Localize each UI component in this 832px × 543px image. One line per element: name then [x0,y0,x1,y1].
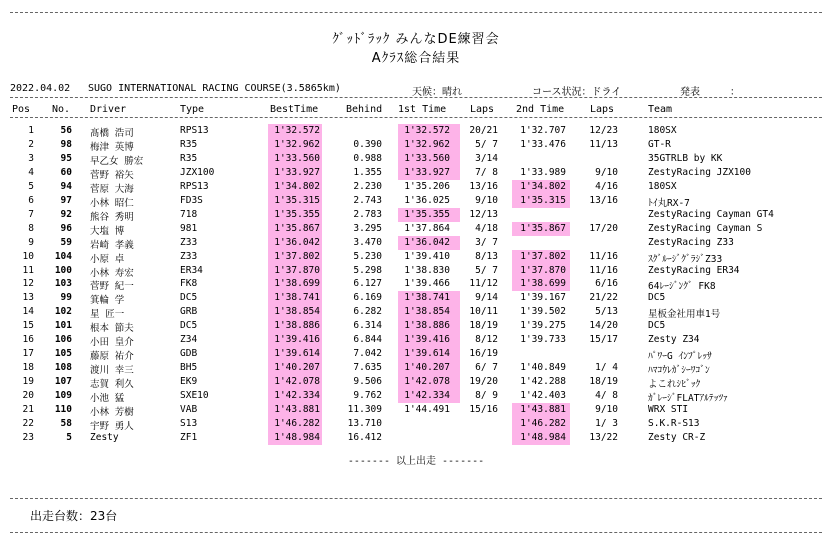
table-row [0,403,832,417]
pos-cell: 6 [28,194,34,206]
car-number-cell: 58 [60,417,72,429]
behind-cell: 7.635 [353,362,382,374]
pos-cell: 5 [28,180,34,192]
pos-cell: 13 [22,292,34,304]
best-time-cell: 1'39.416 [274,334,320,346]
laps-2-cell: 21/22 [589,292,618,304]
best-time-cell: 1'38.741 [274,292,320,304]
laps-1-cell: 8/ 9 [475,390,498,402]
car-number-cell: 108 [54,362,72,374]
laps-1-cell: 8/13 [475,250,498,262]
car-number-cell: 60 [60,166,72,178]
behind-cell: 13.710 [347,417,382,429]
behind-cell: 0.988 [353,152,382,164]
driver-cell: 菅野 紀一 [90,281,134,293]
pos-cell: 15 [22,320,34,332]
behind-cell: 0.390 [353,138,382,150]
table-row [0,250,832,264]
type-cell: SXE10 [180,390,209,402]
table-row [0,138,832,152]
pos-cell: 20 [22,390,34,402]
car-number-cell: 94 [60,180,72,192]
best-time-cell: 1'32.962 [274,138,320,150]
behind-cell: 3.295 [353,222,382,234]
behind-cell: 9.762 [353,390,382,402]
behind-cell: 6.844 [353,334,382,346]
second-time-cell: 1'48.984 [520,431,566,443]
laps-2-cell: 6/16 [595,278,618,290]
team-cell: ｶﾞﾚｰｼﾞFLATｱﾙﾃｯﾂｧ [648,393,728,405]
best-time-cell: 1'43.881 [274,404,320,415]
best-time-cell: 1'33.927 [274,166,320,178]
best-time-cell: 1'35.355 [274,208,320,220]
type-cell: DC5 [180,320,198,332]
car-number-cell: 96 [60,222,72,234]
car-number-cell: 56 [60,125,72,136]
first-time-cell: 1'39.410 [404,250,450,262]
driver-cell: 髙橋 浩司 [90,128,134,139]
driver-cell: 梅津 英博 [90,141,134,153]
driver-cell: 根本 節夫 [90,323,134,335]
col-driver: Driver [90,104,127,115]
col-pos: Pos [12,104,31,115]
car-number-cell: 99 [60,292,72,304]
table-row [0,180,832,194]
race-date: 2022.04.02 [10,83,71,94]
driver-cell: 小池 猛 [90,393,125,405]
laps-2-cell: 13/16 [589,194,618,206]
pos-cell: 16 [22,334,34,346]
laps-2-cell: 4/ 8 [595,390,618,402]
type-cell: R35 [180,152,198,164]
first-time-cell: 1'37.864 [404,222,450,234]
col-laps-2: Laps [590,104,615,115]
top-rule [10,12,822,13]
team-cell: ﾊﾏｺｳﾚｶﾞｼｰﾜｺﾞﾝ [648,365,710,377]
type-cell: Z33 [180,236,198,248]
table-row [0,222,832,236]
second-time-cell: 1'40.849 [520,362,566,374]
pos-cell: 7 [28,208,34,220]
table-row [0,431,832,445]
laps-2-cell: 9/10 [595,166,618,178]
second-time-cell: 1'39.733 [520,334,566,346]
second-time-cell: 1'43.881 [520,404,566,415]
pos-cell: 22 [22,417,34,429]
team-cell: 180SX [648,180,677,192]
first-time-cell: 1'38.854 [404,306,450,318]
table-row [0,152,832,166]
table-row [0,305,832,319]
best-time-cell: 1'42.334 [274,390,320,402]
best-time-cell: 1'35.867 [274,222,320,234]
pos-cell: 14 [22,306,34,318]
table-row [0,208,832,222]
team-cell: DC5 [648,292,666,304]
behind-cell: 2.783 [353,208,382,220]
first-time-cell: 1'40.207 [404,362,450,374]
type-cell: Z33 [180,250,198,262]
second-time-cell: 1'42.288 [520,376,566,388]
table-row [0,277,832,291]
first-time-cell: 1'33.927 [404,166,450,178]
behind-cell: 1.355 [353,166,382,178]
best-time-cell: 1'37.870 [274,264,320,276]
laps-2-cell: 1/ 4 [595,362,618,374]
laps-2-cell: 11/16 [589,250,618,262]
driver-cell: 菅原 大海 [90,183,134,195]
behind-cell: 16.412 [347,431,382,443]
driver-cell: 岩崎 孝義 [90,239,134,251]
header-rule [10,97,822,98]
second-time-cell: 1'39.502 [520,306,566,318]
car-number-cell: 104 [54,250,72,262]
team-cell: Zesty CR-Z [648,431,706,443]
laps-2-cell: 11/13 [589,138,618,150]
car-number-cell: 103 [54,278,72,290]
pos-cell: 1 [28,125,34,136]
best-time-cell: 1'40.207 [274,362,320,374]
laps-2-cell: 4/16 [595,180,618,192]
first-time-cell: 1'35.206 [404,180,450,192]
type-cell: RPS13 [180,125,209,136]
second-time-cell: 1'35.315 [520,194,566,206]
first-time-cell: 1'38.886 [404,320,450,332]
laps-2-cell: 9/10 [595,404,618,415]
pos-cell: 18 [22,362,34,374]
driver-cell: 宇野 勇人 [90,420,134,432]
best-time-cell: 1'38.886 [274,320,320,332]
laps-1-cell: 16/19 [469,348,498,360]
type-cell: FK8 [180,278,198,290]
best-time-cell: 1'34.802 [274,180,320,192]
car-number-cell: 59 [60,236,72,248]
pos-cell: 4 [28,166,34,178]
car-number-cell: 106 [54,334,72,346]
team-cell: ZestyRacing Z33 [648,236,734,248]
behind-cell: 6.314 [353,320,382,332]
best-time-cell: 1'46.282 [274,417,320,429]
car-number-cell: 5 [66,431,72,443]
car-number-cell: 97 [60,194,72,206]
laps-1-cell: 7/ 8 [475,166,498,178]
col-no: No. [52,104,71,115]
team-cell: ZestyRacing Cayman GT4 [648,208,774,220]
pos-cell: 3 [28,152,34,164]
type-cell: 981 [180,222,198,234]
type-cell: ER34 [180,264,203,276]
laps-1-cell: 12/13 [469,208,498,220]
driver-cell: 志賀 利久 [90,379,134,391]
second-time-cell: 1'37.802 [520,250,566,262]
page-title: ｸﾞｯﾄﾞﾗｯｸ みんなDE練習会 [332,32,500,47]
col-team: Team [648,104,673,115]
laps-1-cell: 20/21 [469,125,498,136]
behind-cell: 9.506 [353,376,382,388]
first-time-cell: 1'38.830 [404,264,450,276]
table-row [0,264,832,278]
driver-cell: 小林 芳樹 [90,407,134,418]
team-cell: ｽｸﾞﾙｰｼﾞｸﾞﾗｼﾞZ33 [648,253,723,265]
type-cell: 718 [180,208,198,220]
best-time-cell: 1'36.042 [274,236,320,248]
driver-cell: 星 匠一 [90,309,125,321]
car-number-cell: 101 [54,320,72,332]
laps-1-cell: 15/16 [469,404,498,415]
laps-1-cell: 8/12 [475,334,498,346]
first-time-cell: 1'33.560 [404,152,450,164]
team-cell: ﾊﾟﾜｰG ｲﾝﾌﾟﾚｯｻ [648,351,712,363]
laps-2-cell: 15/17 [589,334,618,346]
laps-1-cell: 13/16 [469,180,498,192]
best-time-cell: 1'38.854 [274,306,320,318]
laps-2-cell: 11/16 [589,264,618,276]
type-cell: RPS13 [180,180,209,192]
first-time-cell: 1'42.334 [404,390,450,402]
end-marker: ------- 以上出走 ------- [347,455,485,467]
first-time-cell: 1'39.614 [404,348,450,360]
table-row [0,347,832,361]
type-cell: GDB [180,348,198,360]
col-type: Type [180,104,205,115]
driver-cell: 小林 寿宏 [90,267,134,279]
laps-1-cell: 5/ 7 [475,264,498,276]
total-starters: 出走台数：23台 [30,509,118,523]
second-time-cell: 1'33.476 [520,138,566,150]
second-time-cell: 1'46.282 [520,417,566,429]
behind-cell: 7.042 [353,348,382,360]
second-time-cell: 1'42.403 [520,390,566,402]
best-time-cell: 1'33.560 [274,152,320,164]
type-cell: EK9 [180,376,198,388]
first-time-cell: 1'35.355 [404,208,450,220]
first-time-cell: 1'44.491 [404,404,450,415]
team-cell: WRX STI [648,404,689,415]
table-row [0,417,832,431]
laps-1-cell: 9/10 [475,194,498,206]
car-number-cell: 100 [54,264,72,276]
team-cell: 星板金社用車1号 [648,309,721,321]
team-cell: S.K.R-S13 [648,417,700,429]
table-row [0,375,832,389]
team-cell: DC5 [648,320,666,332]
behind-cell: 11.309 [347,404,382,415]
first-time-cell: 1'39.416 [404,334,450,346]
laps-2-cell: 12/23 [589,125,618,136]
first-time-cell: 1'39.466 [404,278,450,290]
car-number-cell: 102 [54,306,72,318]
footer-rule [10,498,822,499]
laps-1-cell: 4/18 [475,222,498,234]
car-number-cell: 107 [54,376,72,388]
type-cell: VAB [180,404,198,415]
behind-cell: 6.282 [353,306,382,318]
laps-1-cell: 3/14 [475,152,498,164]
type-cell: ZF1 [180,431,198,443]
best-time-cell: 1'35.315 [274,194,320,206]
car-number-cell: 109 [54,390,72,402]
team-cell: GT-R [648,138,671,150]
first-time-cell: 1'36.042 [404,236,450,248]
type-cell: BH5 [180,362,198,374]
driver-cell: 小林 昭仁 [90,197,134,209]
driver-cell: 藤原 祐介 [90,351,134,363]
course-status: コース状況：ドライ [532,87,622,98]
laps-2-cell: 1/ 3 [595,417,618,429]
car-number-cell: 98 [60,138,72,150]
best-time-cell: 1'37.802 [274,250,320,262]
best-time-cell: 1'39.614 [274,348,320,360]
best-time-cell: 1'42.078 [274,376,320,388]
second-time-cell: 1'33.989 [520,166,566,178]
behind-cell: 5.230 [353,250,382,262]
first-time-cell: 1'42.078 [404,376,450,388]
driver-cell: 渡川 幸三 [90,365,134,377]
type-cell: FD3S [180,194,203,206]
team-cell: 64ﾚｰｼﾞﾝｸﾞ FK8 [648,281,716,293]
table-row [0,236,832,250]
behind-cell: 6.127 [353,278,382,290]
bottom-rule [10,532,822,533]
laps-1-cell: 9/14 [475,292,498,304]
driver-cell: 菅野 裕矢 [90,169,134,181]
best-time-cell: 1'32.572 [274,125,320,136]
second-time-cell: 1'35.867 [520,222,566,234]
team-cell: よこれｼﾋﾞｯｸ [648,379,701,391]
laps-1-cell: 19/20 [469,376,498,388]
announcement: 発表 ： [680,87,740,98]
type-cell: JZX100 [180,166,215,178]
car-number-cell: 92 [60,208,72,220]
column-rule [10,117,822,118]
first-time-cell: 1'36.025 [404,194,450,206]
driver-cell: Zesty [90,431,119,443]
best-time-cell: 1'38.699 [274,278,320,290]
pos-cell: 9 [28,236,34,248]
type-cell: DC5 [180,292,198,304]
col-first-time: 1st Time [398,104,447,115]
driver-cell: 小田 皇介 [90,337,134,349]
laps-1-cell: 11/12 [469,278,498,290]
laps-2-cell: 18/19 [589,376,618,388]
behind-cell: 2.230 [353,180,382,192]
first-time-cell: 1'32.572 [404,125,450,136]
second-time-cell: 1'32.707 [520,125,566,136]
car-number-cell: 110 [54,404,72,415]
page-subtitle: Aｸﾗｽ総合結果 [371,51,461,66]
behind-cell: 2.743 [353,194,382,206]
table-row [0,319,832,333]
laps-2-cell: 14/20 [589,320,618,332]
pos-cell: 10 [22,250,34,262]
pos-cell: 17 [22,348,34,360]
laps-1-cell: 3/ 7 [475,236,498,248]
laps-2-cell: 13/22 [589,431,618,443]
team-cell: ZestyRacing ER34 [648,264,740,276]
pos-cell: 8 [28,222,34,234]
col-second-time: 2nd Time [516,104,565,115]
table-row [0,194,832,208]
table-row [0,291,832,305]
second-time-cell: 1'37.870 [520,264,566,276]
col-besttime: BestTime [270,104,319,115]
table-row [0,333,832,347]
laps-2-cell: 5/13 [595,306,618,318]
laps-1-cell: 18/19 [469,320,498,332]
driver-cell: 小原 卓 [90,253,125,265]
pos-cell: 21 [22,404,34,415]
team-cell: Zesty Z34 [648,334,700,346]
team-cell: 180SX [648,125,677,136]
behind-cell: 3.470 [353,236,382,248]
table-row [0,389,832,403]
pos-cell: 11 [22,264,34,276]
table-row [0,166,832,180]
col-laps-1: Laps [470,104,495,115]
driver-cell: 大塩 博 [90,225,125,237]
team-cell: ZestyRacing JZX100 [648,166,751,178]
table-row [0,361,832,375]
second-time-cell: 1'34.802 [520,180,566,192]
type-cell: R35 [180,138,198,150]
laps-1-cell: 10/11 [469,306,498,318]
best-time-cell: 1'48.984 [274,431,320,443]
car-number-cell: 105 [54,348,72,360]
pos-cell: 19 [22,376,34,388]
type-cell: S13 [180,417,198,429]
first-time-cell: 1'32.962 [404,138,450,150]
pos-cell: 2 [28,138,34,150]
first-time-cell: 1'38.741 [404,292,450,304]
driver-cell: 早乙女 勝宏 [90,155,144,167]
second-time-cell: 1'39.275 [520,320,566,332]
behind-cell: 6.169 [353,292,382,304]
pos-cell: 23 [22,431,34,443]
behind-cell: 5.298 [353,264,382,276]
weather: 天候：晴れ [412,87,462,98]
car-number-cell: 95 [60,152,72,164]
type-cell: GRB [180,306,198,318]
driver-cell: 熊谷 秀明 [90,211,134,223]
pos-cell: 12 [22,278,34,290]
driver-cell: 箕輪 学 [90,295,125,307]
second-time-cell: 1'38.699 [520,278,566,290]
team-cell: ﾄｲ丸RX-7 [648,197,690,209]
laps-1-cell: 6/ 7 [475,362,498,374]
laps-2-cell: 17/20 [589,222,618,234]
course-name: SUGO INTERNATIONAL RACING COURSE(3.5865km) [88,83,341,94]
table-row [0,124,832,138]
laps-1-cell: 5/ 7 [475,138,498,150]
second-time-cell: 1'39.167 [520,292,566,304]
type-cell: Z34 [180,334,198,346]
col-behind: Behind [346,104,383,115]
team-cell: 35GTRLB by KK [648,152,723,164]
team-cell: ZestyRacing Cayman S [648,222,763,234]
